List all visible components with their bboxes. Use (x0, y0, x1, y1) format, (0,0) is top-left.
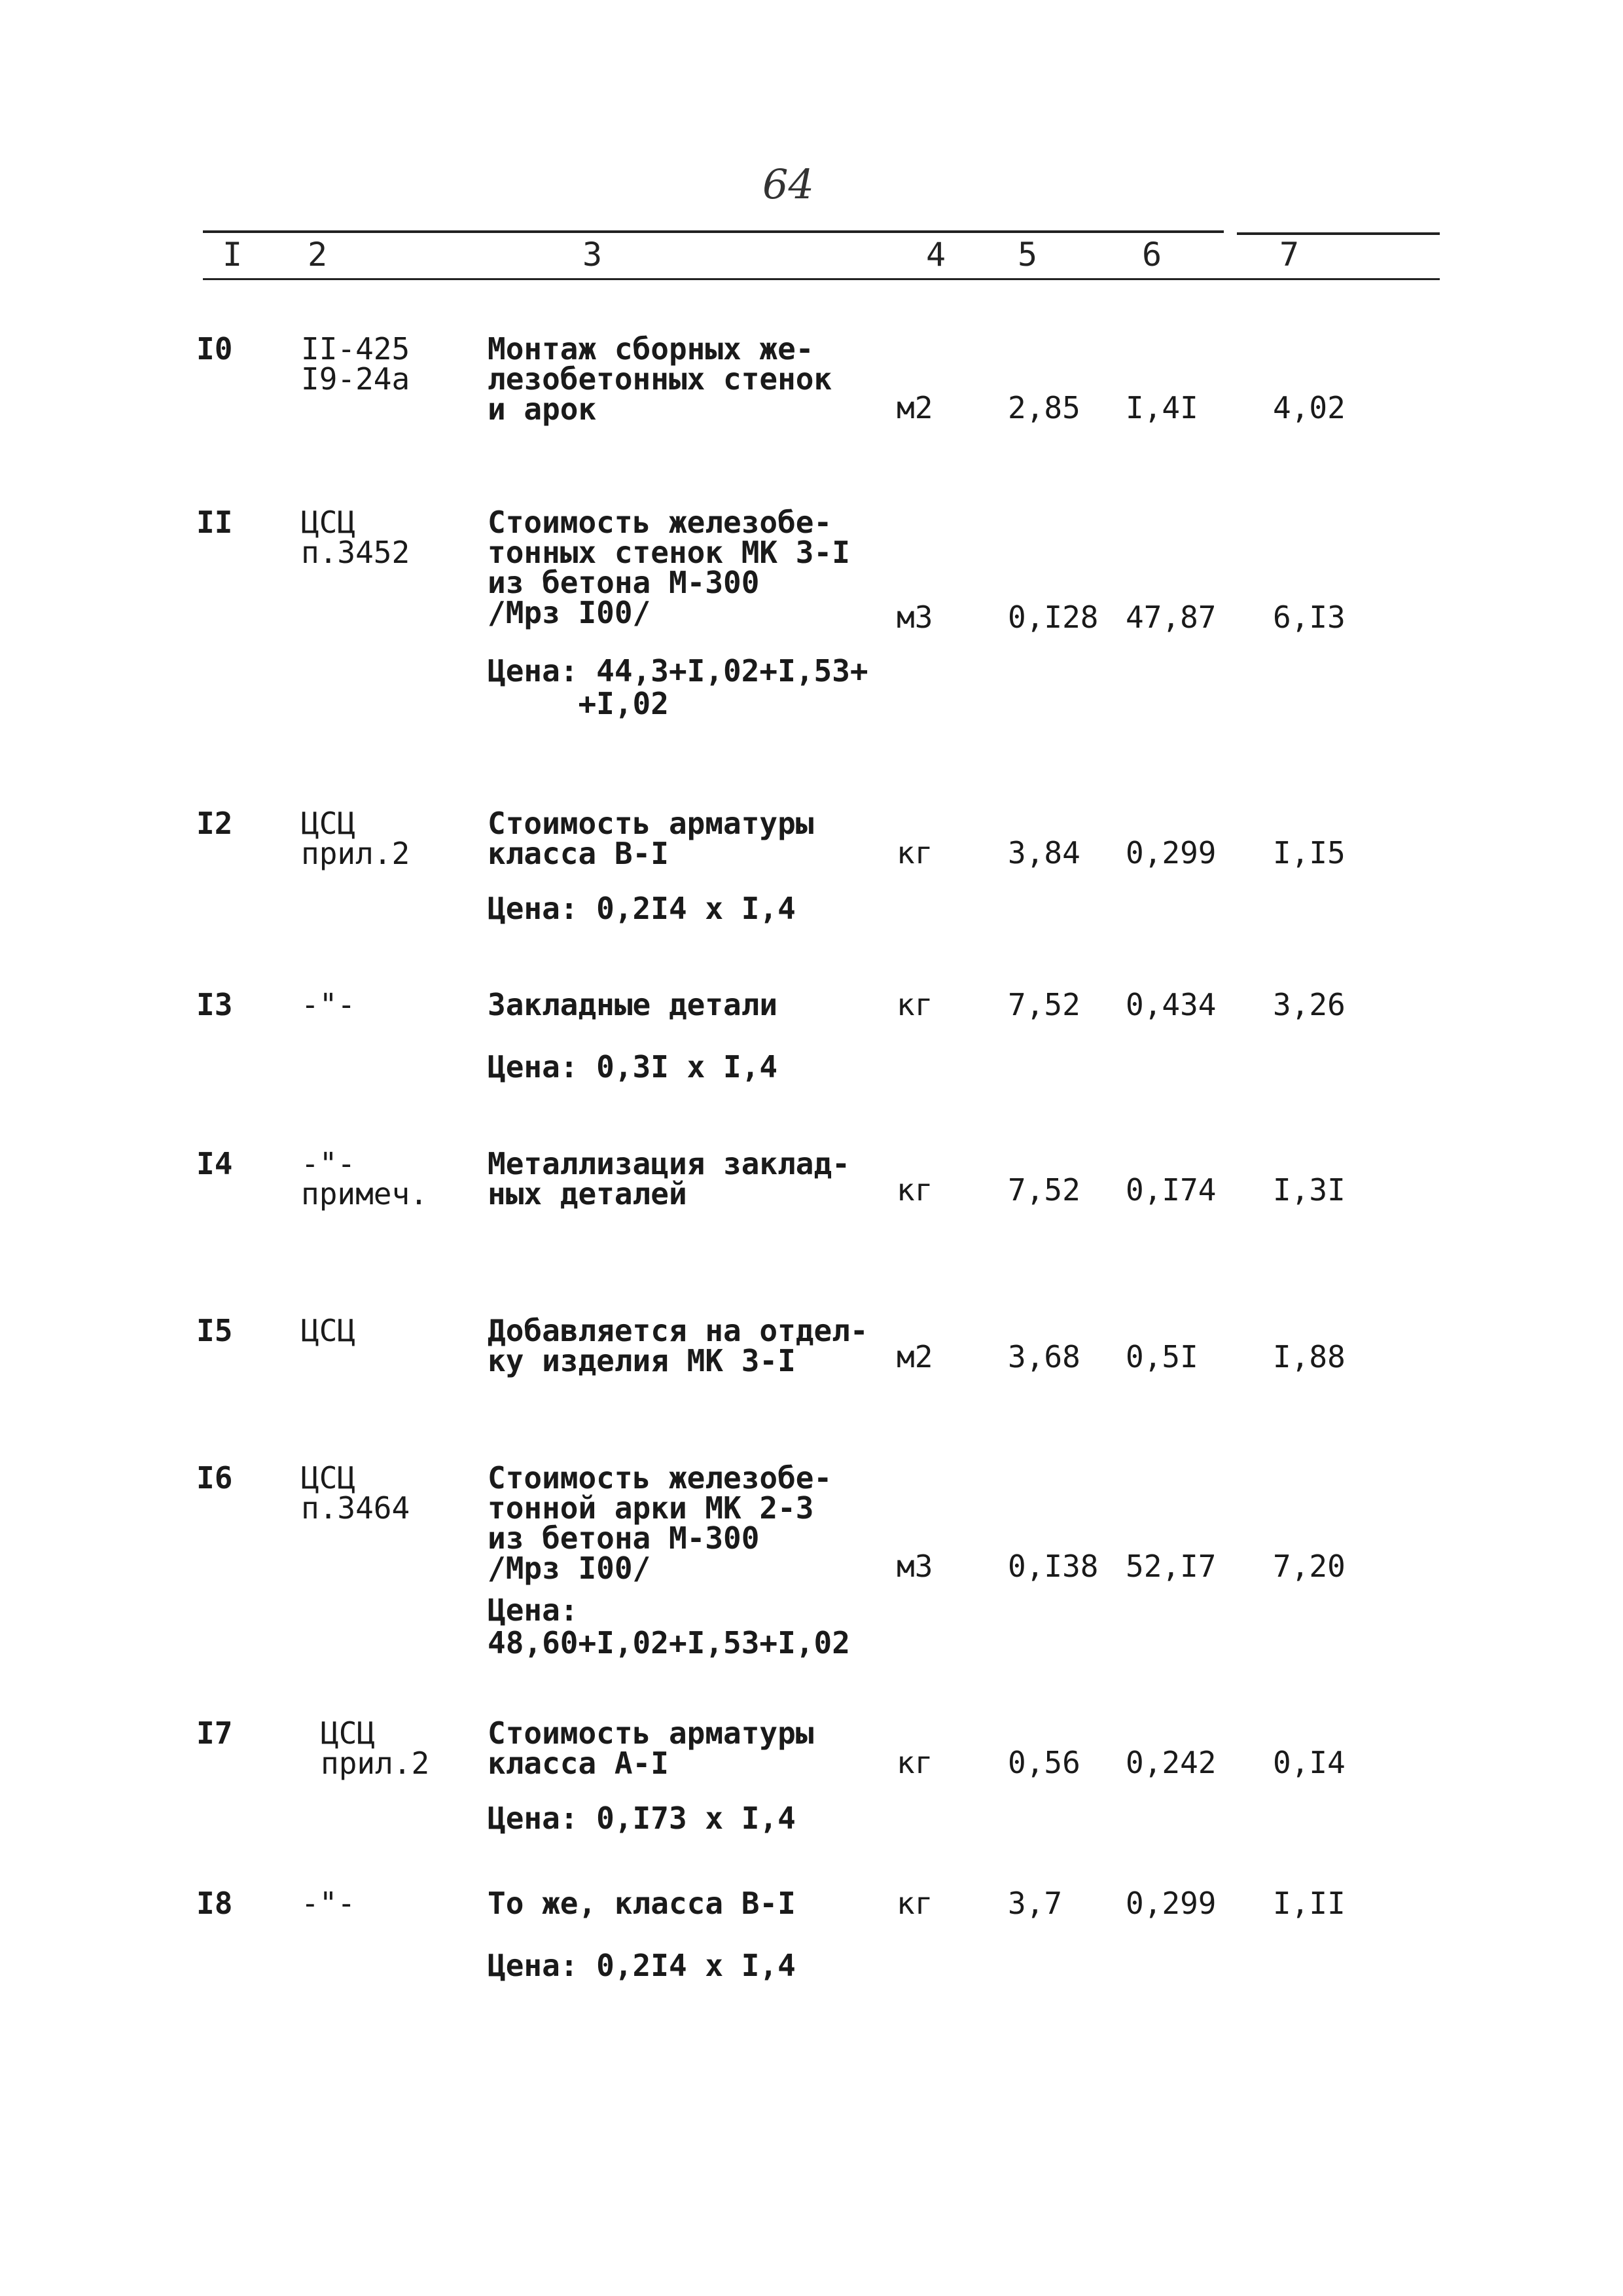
header-top-rule (203, 230, 1224, 233)
row-number: I3 (196, 987, 233, 1022)
row-unit-price: 0,299 (1126, 835, 1217, 870)
row-description: Стоимость арматуры класса В-I (488, 806, 814, 871)
header-bottom-rule (203, 278, 1440, 280)
row-unit-price: 47,87 (1126, 600, 1217, 635)
row-unit: кг (897, 1745, 933, 1780)
row-quantity: 0,I38 (1008, 1549, 1099, 1584)
row-code: -"- (301, 987, 356, 1022)
row-quantity: 0,I28 (1008, 600, 1099, 635)
row-description: Стоимость арматуры класса А-I (488, 1715, 814, 1781)
row-description: То же, класса В-I (488, 1886, 796, 1921)
row-unit: м2 (897, 1339, 933, 1374)
row-code: -"- (301, 1886, 356, 1921)
row-unit-price: 0,5I (1126, 1339, 1198, 1374)
row-total: I,88 (1273, 1339, 1346, 1374)
row-description: Металлизация заклад- ных деталей (488, 1146, 850, 1211)
column-header-6: 6 (1142, 236, 1162, 274)
row-total: 3,26 (1273, 987, 1346, 1022)
row-unit: кг (897, 1886, 933, 1921)
row-unit: м2 (897, 390, 933, 425)
header-top-rule-right (1237, 232, 1440, 235)
column-header-5: 5 (1018, 236, 1038, 274)
row-quantity: 7,52 (1008, 987, 1080, 1022)
row-unit-price: 0,299 (1126, 1886, 1217, 1921)
row-code: ЦСЦ п.3452 (301, 505, 410, 570)
row-quantity: 7,52 (1008, 1172, 1080, 1208)
row-total: I,3I (1273, 1172, 1346, 1208)
row-total: 7,20 (1273, 1549, 1346, 1584)
column-header-2: 2 (308, 236, 328, 274)
row-code: ЦСЦ (301, 1313, 356, 1348)
row-unit-price: 0,I74 (1126, 1172, 1217, 1208)
page-number: 64 (762, 160, 814, 208)
row-code: ЦСЦ п.3464 (301, 1460, 410, 1526)
row-total: 4,02 (1273, 390, 1346, 425)
row-unit-price: 0,434 (1126, 987, 1217, 1022)
row-total: I,II (1273, 1886, 1346, 1921)
row-code: -"- примеч. (301, 1146, 428, 1211)
row-total: 0,I4 (1273, 1745, 1346, 1780)
row-unit: кг (897, 987, 933, 1022)
row-unit-price: 52,I7 (1126, 1549, 1217, 1584)
row-number: I2 (196, 806, 233, 841)
row-description: Монтаж сборных же- лезобетонных стенок и арок (488, 331, 832, 427)
row-number: II (196, 505, 233, 540)
row-total: I,I5 (1273, 835, 1346, 870)
row-description: Стоимость железобе- тонных стенок МК 3-I из бетона М-300 /Мрз I00/ (488, 505, 850, 630)
row-unit: кг (897, 835, 933, 870)
row-number: I6 (196, 1460, 233, 1496)
row-code: II-425 I9-24a (301, 331, 410, 397)
row-unit-price: I,4I (1126, 390, 1198, 425)
row-number: I4 (196, 1146, 233, 1181)
row-total: 6,I3 (1273, 600, 1346, 635)
row-description: Стоимость железобе- тонной арки МК 2-3 из бетона М-300 /Мрз I00/ (488, 1460, 832, 1586)
row-quantity: 0,56 (1008, 1745, 1080, 1780)
row-unit: м3 (897, 1549, 933, 1584)
row-price-note: Цена: 44,3+I,02+I,53+ +I,02 (488, 653, 868, 721)
row-quantity: 3,84 (1008, 835, 1080, 870)
row-description: Добавляется на отдел- ку изделия МК 3-I (488, 1313, 868, 1378)
row-price-note: Цена: 0,2I4 x I,4 (488, 891, 796, 926)
row-number: I0 (196, 331, 233, 367)
row-price-note: Цена: 0,I73 x I,4 (488, 1801, 796, 1836)
row-code: ЦСЦ прил.2 (321, 1715, 430, 1781)
row-unit: кг (897, 1172, 933, 1208)
row-quantity: 3,68 (1008, 1339, 1080, 1374)
row-quantity: 3,7 (1008, 1886, 1063, 1921)
row-description: Закладные детали (488, 987, 778, 1022)
column-header-4: 4 (926, 236, 946, 274)
row-code: ЦСЦ прил.2 (301, 806, 410, 871)
row-number: I5 (196, 1313, 233, 1348)
row-price-note: Цена: 48,60+I,02+I,53+I,02 (488, 1592, 850, 1660)
column-header-3: 3 (582, 236, 603, 274)
column-header-1: I (223, 236, 243, 274)
row-price-note: Цена: 0,2I4 x I,4 (488, 1948, 796, 1983)
row-quantity: 2,85 (1008, 390, 1080, 425)
row-number: I8 (196, 1886, 233, 1921)
row-number: I7 (196, 1715, 233, 1751)
row-unit-price: 0,242 (1126, 1745, 1217, 1780)
column-header-7: 7 (1279, 236, 1300, 274)
row-price-note: Цена: 0,3I x I,4 (488, 1049, 778, 1085)
row-unit: м3 (897, 600, 933, 635)
